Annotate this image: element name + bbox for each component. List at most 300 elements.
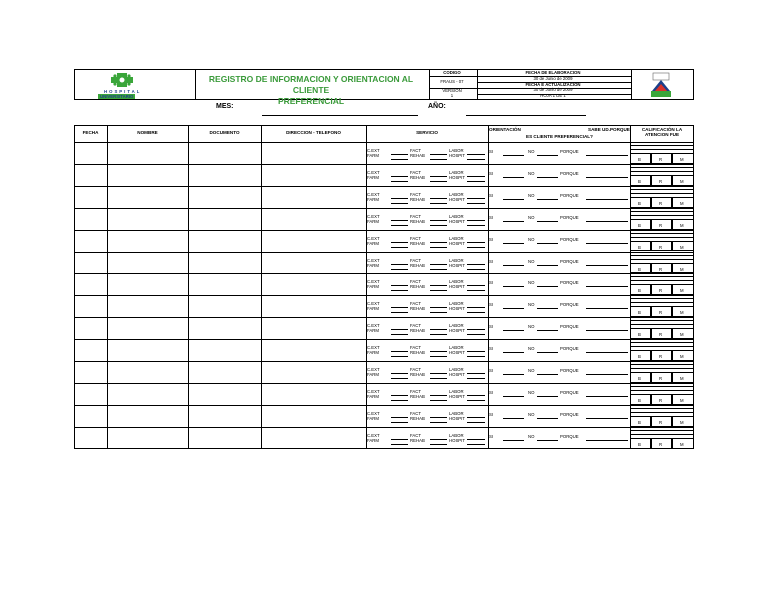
servicio-rehab: REHAB [410, 196, 425, 202]
servicio-rehab: REHAB [410, 437, 425, 443]
servicio-blank[interactable] [391, 439, 408, 440]
servicio-fact: FACT [410, 432, 421, 438]
col-calificacion [630, 127, 694, 137]
servicio-blank[interactable] [467, 181, 485, 182]
servicio-blank[interactable] [391, 285, 408, 286]
servicio-hospit: HOSPIT [449, 218, 465, 224]
servicio-blank[interactable] [430, 225, 447, 226]
orient-no-blank[interactable] [537, 396, 558, 397]
orient-si-blank[interactable] [503, 221, 524, 222]
codigo-label: CODIGO [443, 70, 461, 75]
orient-si-blank[interactable] [503, 396, 524, 397]
orient-porque: PORQUE [560, 411, 579, 417]
version-label: VERSION [442, 88, 462, 93]
cal-r: R [659, 288, 663, 294]
servicio-blank[interactable] [430, 373, 447, 374]
servicio-farm: FARM [367, 328, 379, 334]
orient-si-blank[interactable] [503, 308, 524, 309]
servicio-fact: FACT [410, 213, 421, 219]
orient-si-blank[interactable] [503, 440, 524, 441]
servicio-blank[interactable] [467, 307, 485, 308]
orient-no-blank[interactable] [537, 374, 558, 375]
servicio-blank[interactable] [430, 203, 447, 204]
cal-line [630, 342, 694, 343]
servicio-rehab: REHAB [410, 262, 425, 268]
servicio-fact: FACT [410, 257, 421, 263]
servicio-blank[interactable] [430, 159, 447, 160]
servicio-blank[interactable] [430, 285, 447, 286]
orient-porque-blank[interactable] [586, 177, 628, 178]
cal-m: M [680, 310, 684, 316]
orient-si-blank[interactable] [503, 243, 524, 244]
servicio-blank[interactable] [467, 290, 485, 291]
servicio-fact: FACT [410, 345, 421, 351]
servicio-blank[interactable] [391, 356, 408, 357]
servicio-blank[interactable] [467, 395, 485, 396]
orient-si: SI [489, 280, 494, 286]
cal-line [630, 346, 694, 347]
servicio-farm: FARM [367, 174, 379, 180]
cal-line [630, 189, 694, 190]
cal-b: B [638, 310, 641, 316]
orient-no-blank[interactable] [537, 330, 558, 331]
servicio-labor: LABOR [449, 367, 464, 372]
servicio-blank[interactable] [467, 334, 485, 335]
orient-si-blank[interactable] [503, 352, 524, 353]
servicio-blank[interactable] [430, 198, 447, 199]
servicio-blank[interactable] [430, 290, 447, 291]
table-row-divider [74, 295, 694, 296]
orient-porque: PORQUE [560, 192, 579, 198]
cal-line [630, 215, 694, 216]
servicio-farm: FARM [367, 240, 379, 246]
servicio-hospit: HOSPIT [449, 196, 465, 202]
table-row-divider [74, 427, 694, 428]
servicio-blank[interactable] [430, 176, 447, 177]
cal-b: B [638, 157, 641, 162]
servicio-blank[interactable] [430, 400, 447, 401]
cal-line [630, 324, 694, 325]
servicio-blank[interactable] [430, 329, 447, 330]
orient-no: NO [528, 192, 535, 198]
servicio-blank[interactable] [467, 356, 485, 357]
servicio-blank[interactable] [391, 378, 408, 379]
servicio-fact: FACT [410, 367, 421, 372]
servicio-rehab: REHAB [410, 306, 425, 312]
cal-line [630, 430, 694, 431]
servicio-blank[interactable] [430, 220, 447, 221]
servicio-blank[interactable] [430, 307, 447, 308]
servicio-blank[interactable] [430, 334, 447, 335]
orient-no: NO [528, 236, 535, 242]
servicio-blank[interactable] [391, 159, 408, 160]
servicio-hospit: HOSPIT [449, 437, 465, 443]
cal-b: B [638, 266, 641, 272]
cal-line [630, 167, 694, 168]
title-line-1: REGISTRO DE INFORMACION Y ORIENTACION AL CLIENTE [208, 74, 414, 95]
elaboracion-label: FECHA DE ELABORACION [525, 70, 581, 75]
orient-no: NO [528, 302, 535, 308]
servicio-blank[interactable] [467, 159, 485, 160]
mes-label: MES: [216, 103, 234, 110]
servicio-rehab: REHAB [410, 372, 425, 377]
cal-m: M [680, 332, 684, 338]
title-line-2: PREFERENCIAL [277, 96, 345, 106]
cal-line [630, 302, 694, 303]
calificacion-line-1: CALIFICACIÓN LA [641, 127, 683, 132]
servicio-blank[interactable] [467, 154, 485, 155]
orient-si-blank[interactable] [503, 177, 524, 178]
servicio-blank[interactable] [391, 203, 408, 204]
calificacion-line-2: ATENCION FUE [644, 132, 680, 137]
servicio-blank[interactable] [430, 351, 447, 352]
orient-no-blank[interactable] [537, 352, 558, 353]
servicio-blank[interactable] [391, 351, 408, 352]
servicio-blank[interactable] [391, 154, 408, 155]
servicio-blank[interactable] [467, 220, 485, 221]
servicio-blank[interactable] [391, 329, 408, 330]
servicio-rehab: REHAB [410, 350, 425, 356]
cal-line [630, 233, 694, 234]
orient-porque: PORQUE [560, 324, 579, 330]
cal-m: M [680, 200, 684, 206]
cal-line [630, 390, 694, 391]
servicio-blank[interactable] [430, 356, 447, 357]
servicio-blank[interactable] [467, 417, 485, 418]
orient-porque-blank[interactable] [586, 374, 628, 375]
servicio-blank[interactable] [467, 351, 485, 352]
servicio-blank[interactable] [430, 422, 447, 423]
orient-si-blank[interactable] [503, 199, 524, 200]
orient-si-blank[interactable] [503, 265, 524, 266]
servicio-blank[interactable] [467, 203, 485, 204]
servicio-blank[interactable] [430, 395, 447, 396]
col-es-cliente: ES CLIENTE PREFERENCIAL? [526, 134, 593, 139]
servicio-blank[interactable] [391, 176, 408, 177]
col-direccion-telefono: DIRECCION - TELEFONO [286, 130, 341, 135]
orient-si-blank[interactable] [503, 418, 524, 419]
col-fecha: FECHA [82, 130, 99, 135]
servicio-blank[interactable] [391, 198, 408, 199]
servicio-labor: LABOR [449, 235, 464, 241]
servicio-fact: FACT [410, 410, 421, 416]
servicio-fact: FACT [410, 301, 421, 307]
orient-porque-blank[interactable] [586, 286, 628, 287]
table-row-divider [74, 164, 694, 165]
orient-porque-blank[interactable] [586, 396, 628, 397]
orient-si-blank[interactable] [503, 374, 524, 375]
servicio-blank[interactable] [391, 312, 408, 313]
orient-no: NO [528, 170, 535, 176]
servicio-fact: FACT [410, 279, 421, 285]
servicio-cext: C.EXT [367, 323, 380, 329]
orient-porque-blank[interactable] [586, 440, 628, 441]
orient-porque-blank[interactable] [586, 155, 628, 156]
servicio-farm: FARM [367, 262, 379, 268]
servicio-cext: C.EXT [367, 410, 380, 416]
servicio-blank[interactable] [467, 285, 485, 286]
servicio-blank[interactable] [467, 373, 485, 374]
orient-no: NO [528, 149, 535, 154]
servicio-fact: FACT [410, 235, 421, 241]
col-documento: DOCUMENTO [209, 130, 240, 135]
servicio-blank[interactable] [430, 444, 447, 445]
cal-m: M [680, 266, 684, 272]
servicio-blank[interactable] [391, 264, 408, 265]
orient-no-blank[interactable] [537, 418, 558, 419]
servicio-cext: C.EXT [367, 213, 380, 219]
servicio-blank[interactable] [430, 312, 447, 313]
orient-si: SI [489, 346, 494, 352]
servicio-rehab: REHAB [410, 174, 425, 180]
cal-line [630, 320, 694, 321]
cal-r: R [659, 178, 663, 184]
orient-porque: PORQUE [560, 214, 579, 220]
table-row-divider [74, 142, 694, 143]
servicio-blank[interactable] [467, 264, 485, 265]
table-row-divider [74, 230, 694, 231]
servicio-labor: LABOR [449, 432, 464, 438]
cal-m: M [680, 288, 684, 294]
servicio-blank[interactable] [467, 439, 485, 440]
cal-r: R [659, 222, 663, 228]
cal-line [630, 386, 694, 387]
servicio-labor: LABOR [449, 410, 464, 416]
servicio-farm: FARM [367, 393, 379, 399]
orient-porque: PORQUE [560, 389, 579, 395]
cal-b: B [638, 288, 641, 294]
orient-porque-blank[interactable] [586, 352, 628, 353]
servicio-blank[interactable] [391, 181, 408, 182]
orient-no-blank[interactable] [537, 177, 558, 178]
servicio-blank[interactable] [391, 395, 408, 396]
servicio-hospit: HOSPIT [449, 306, 465, 312]
orient-si: SI [489, 258, 494, 264]
servicio-blank[interactable] [391, 373, 408, 374]
servicio-blank[interactable] [467, 329, 485, 330]
servicio-blank[interactable] [430, 181, 447, 182]
cal-b: B [638, 397, 641, 403]
cal-line [630, 149, 694, 150]
cal-line [630, 211, 694, 212]
servicio-blank[interactable] [430, 269, 447, 270]
orient-si-blank[interactable] [503, 155, 524, 156]
orient-porque-blank[interactable] [586, 221, 628, 222]
ano-input-line[interactable] [466, 115, 586, 116]
servicio-cext: C.EXT [367, 257, 380, 263]
orient-no-blank[interactable] [537, 440, 558, 441]
servicio-rehab: REHAB [410, 328, 425, 334]
cal-b: B [638, 441, 641, 447]
orient-porque: PORQUE [560, 280, 579, 286]
orient-porque: PORQUE [560, 433, 579, 439]
cal-m: M [680, 376, 684, 381]
orient-no: NO [528, 346, 535, 352]
servicio-cext: C.EXT [367, 432, 380, 438]
orient-porque: PORQUE [560, 236, 579, 242]
servicio-cext: C.EXT [367, 235, 380, 241]
orient-si: SI [489, 389, 494, 395]
right-logo [646, 71, 676, 99]
cal-line [630, 434, 694, 435]
servicio-blank[interactable] [467, 242, 485, 243]
cal-m: M [680, 157, 684, 162]
servicio-blank[interactable] [430, 417, 447, 418]
servicio-labor: LABOR [449, 301, 464, 307]
servicio-blank[interactable] [467, 225, 485, 226]
servicio-blank[interactable] [430, 247, 447, 248]
orient-no-blank[interactable] [537, 199, 558, 200]
servicio-blank[interactable] [430, 264, 447, 265]
servicio-blank[interactable] [467, 444, 485, 445]
cal-r: R [659, 266, 663, 272]
servicio-rehab: REHAB [410, 393, 425, 399]
orient-si: SI [489, 324, 494, 330]
orient-no-blank[interactable] [537, 221, 558, 222]
servicio-blank[interactable] [467, 269, 485, 270]
servicio-rehab: REHAB [410, 415, 425, 421]
orient-porque-blank[interactable] [586, 265, 628, 266]
servicio-blank[interactable] [391, 334, 408, 335]
orient-no: NO [528, 389, 535, 395]
servicio-hospit: HOSPIT [449, 393, 465, 399]
servicio-blank[interactable] [391, 242, 408, 243]
servicio-labor: LABOR [449, 213, 464, 219]
servicio-hospit: HOSPIT [449, 240, 465, 246]
version-value: 1 [450, 93, 454, 98]
elaboracion-value: 30 de Junio de 2009 [533, 76, 573, 81]
servicio-blank[interactable] [467, 198, 485, 199]
orient-porque-blank[interactable] [586, 243, 628, 244]
servicio-blank[interactable] [391, 225, 408, 226]
orient-porque: PORQUE [560, 258, 579, 264]
servicio-blank[interactable] [391, 307, 408, 308]
table-row-divider [74, 339, 694, 340]
cal-line [630, 280, 694, 281]
cal-r: R [659, 397, 663, 403]
col-nombre: NOMBRE [137, 130, 158, 135]
servicio-blank[interactable] [391, 220, 408, 221]
cal-b: B [638, 178, 641, 184]
cal-b: B [638, 332, 641, 338]
cal-b: B [638, 419, 641, 425]
servicio-cext: C.EXT [367, 169, 380, 175]
servicio-rehab: REHAB [410, 218, 425, 224]
orient-si: SI [489, 302, 494, 308]
orient-no-blank[interactable] [537, 243, 558, 244]
orient-porque: PORQUE [560, 302, 579, 308]
servicio-blank[interactable] [391, 269, 408, 270]
orient-si-blank[interactable] [503, 286, 524, 287]
servicio-blank[interactable] [391, 417, 408, 418]
servicio-blank[interactable] [391, 400, 408, 401]
table-row-divider [74, 208, 694, 209]
servicio-blank[interactable] [391, 444, 408, 445]
servicio-blank[interactable] [430, 154, 447, 155]
orient-si-blank[interactable] [503, 330, 524, 331]
servicio-blank[interactable] [430, 242, 447, 243]
cal-line [630, 145, 694, 146]
mes-input-line[interactable] [262, 115, 418, 116]
servicio-blank[interactable] [391, 247, 408, 248]
servicio-blank[interactable] [467, 176, 485, 177]
orient-no: NO [528, 411, 535, 417]
cal-b: B [638, 354, 641, 360]
cal-line [630, 255, 694, 256]
orient-porque-blank[interactable] [586, 199, 628, 200]
orient-porque-blank[interactable] [586, 308, 628, 309]
orient-no-blank[interactable] [537, 308, 558, 309]
cal-r: R [659, 310, 663, 316]
servicio-labor: LABOR [449, 257, 464, 263]
actualizacion-value: 30 de Junio de 2009 [533, 87, 573, 92]
servicio-rehab: REHAB [410, 284, 425, 290]
cal-r: R [659, 332, 663, 338]
actualizacion-label: FECHA E ACTUALIZACION [525, 82, 581, 87]
cal-r: R [659, 376, 663, 381]
servicio-rehab: REHAB [410, 240, 425, 246]
cal-line [630, 259, 694, 260]
cal-line [630, 368, 694, 369]
orient-no-blank[interactable] [537, 286, 558, 287]
orient-porque: PORQUE [560, 170, 579, 176]
orient-porque-blank[interactable] [586, 330, 628, 331]
orient-si: SI [489, 433, 494, 439]
servicio-blank[interactable] [467, 400, 485, 401]
servicio-labor: LABOR [449, 279, 464, 285]
servicio-cext: C.EXT [367, 388, 380, 394]
cal-r: R [659, 157, 663, 162]
servicio-labor: LABOR [449, 345, 464, 351]
servicio-hospit: HOSPIT [449, 350, 465, 356]
orient-no-blank[interactable] [537, 265, 558, 266]
servicio-farm: FARM [367, 415, 379, 421]
servicio-hospit: HOSPIT [449, 284, 465, 290]
servicio-cext: C.EXT [367, 345, 380, 351]
servicio-blank[interactable] [391, 422, 408, 423]
cal-line [630, 237, 694, 238]
col-orientacion: ORIENTACIÓN [489, 127, 521, 132]
servicio-blank[interactable] [467, 312, 485, 313]
orient-porque: PORQUE [560, 346, 579, 352]
servicio-blank[interactable] [430, 378, 447, 379]
servicio-hospit: HOSPIT [449, 262, 465, 268]
cal-m: M [680, 419, 684, 425]
orient-si: SI [489, 170, 494, 176]
orient-no-blank[interactable] [537, 155, 558, 156]
cal-b: B [638, 222, 641, 228]
servicio-farm: FARM [367, 350, 379, 356]
servicio-blank[interactable] [391, 290, 408, 291]
orient-si: SI [489, 236, 494, 242]
servicio-blank[interactable] [467, 378, 485, 379]
orient-no: NO [528, 280, 535, 286]
cal-b: B [638, 376, 641, 381]
servicio-blank[interactable] [467, 422, 485, 423]
orient-no: NO [528, 433, 535, 439]
cal-r: R [659, 200, 663, 206]
orient-porque-blank[interactable] [586, 418, 628, 419]
servicio-blank[interactable] [430, 439, 447, 440]
cal-m: M [680, 441, 684, 447]
servicio-farm: FARM [367, 284, 379, 290]
table-row-divider [74, 361, 694, 362]
orient-si: SI [489, 411, 494, 417]
servicio-blank[interactable] [467, 247, 485, 248]
col-servicio: SERVICIO [416, 130, 438, 135]
servicio-farm: FARM [367, 196, 379, 202]
table-row-divider [74, 186, 694, 187]
